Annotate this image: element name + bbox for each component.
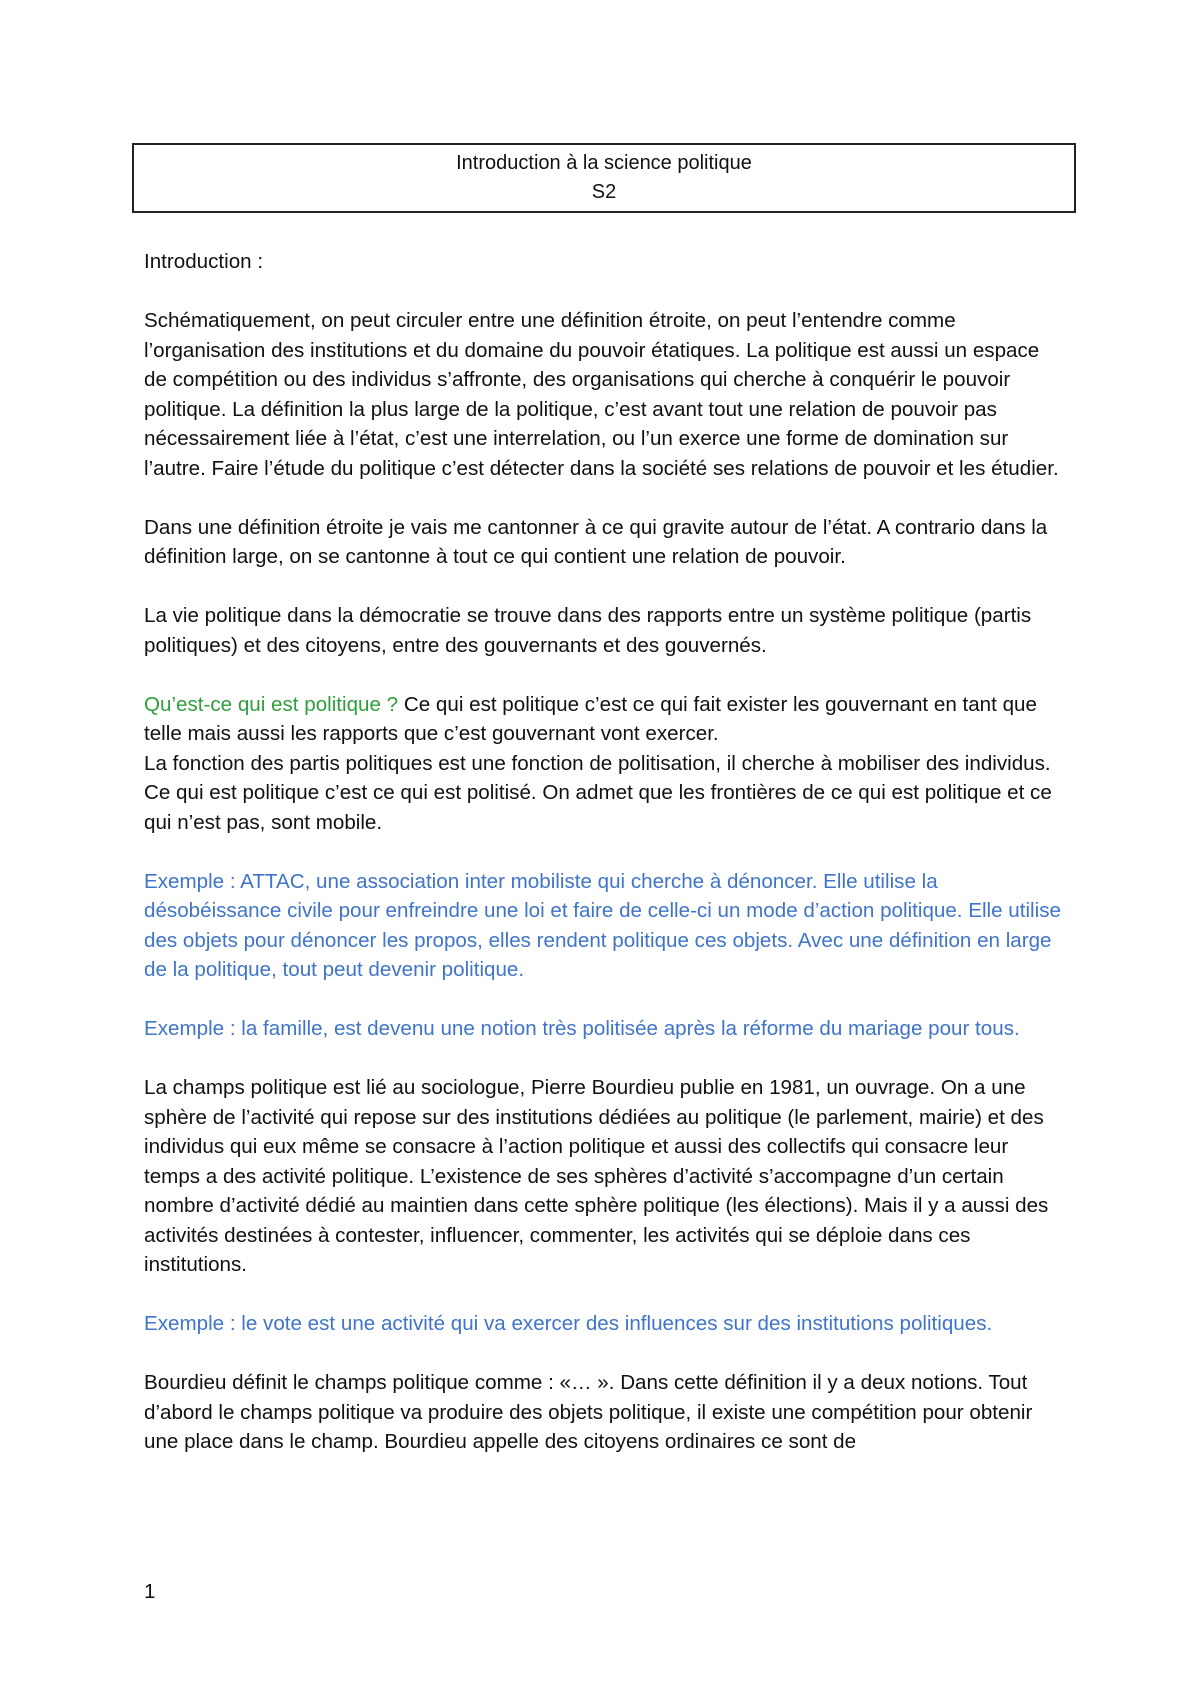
page-number: 1 — [144, 1580, 156, 1603]
intro-heading: Introduction : — [144, 250, 264, 273]
example-2: Exemple : la famille, est devenu une notion très politisée après la réforme du mariage pour tous. — [144, 1017, 1020, 1040]
paragraph-2: Dans une définition étroite je vais me cantonner à ce qui gravite autour de l’état. A contrario dans la définition large, on se cantonne à tout ce qui contient une relation de pouvoir. — [144, 515, 1048, 568]
document-body — [144, 247, 1064, 1457]
question-text: Ce qui est politique c’est ce qui fait exister les gouvernant en tant que telle mais aussi les rapports que c’est gouvernant vont exercer. — [144, 692, 1037, 745]
example-3: Exemple : le vote est une activité qui va exercer des influences sur des institutions politiques. — [144, 1312, 993, 1335]
paragraph-4: La fonction des partis politiques est une fonction de politisation, il cherche à mobiliser des individus. Ce qui est politique c’est ce qui est politisé. On admet que les frontières de ce qui est politique et ce qui n’est pas, sont mobile. — [144, 751, 1052, 834]
title-box — [132, 143, 1076, 213]
paragraph-6: Bourdieu définit le champs politique comme : «… ». Dans cette définition il y a deux notions. Tout d’abord le champs politique va produire des objets politique, il existe une compétition pour obtenir une place dans le champ. Bourdieu appelle des citoyens ordinaires ce sont de — [144, 1371, 1033, 1453]
paragraph-3: La vie politique dans la démocratie se trouve dans des rapports entre un système politique (partis politiques) et des citoyens, entre des gouvernants et des gouvernés. — [144, 604, 1032, 657]
document-title: Introduction à la science politique — [456, 152, 752, 174]
question-paragraph — [144, 690, 1064, 749]
paragraph-5: La champs politique est lié au sociologue, Pierre Bourdieu publie en 1981, un ouvrage. On a une sphère de l’activité qui repose sur des institutions dédiées au politique (le parlement, mairie) et des individus qui eux même se consacre à l’action politique et aussi des collectifs qui consacre leur temps a des activité politique. L’existence de ses sphères d’activité s’accompagne d’un certain nombre d’activité dédié au maintien dans cette sphère politique (les élections). Mais il y a aussi des activités destinées à contester, influencer, commenter, les activités qui se déploie dans ces institutions. — [144, 1076, 1049, 1276]
example-1: Exemple : ATTAC, une association inter mobiliste qui cherche à dénoncer. Elle utilise la désobéissance civile pour enfreindre une loi et faire de celle-ci un mode d’action politique. Elle utilise des objets pour dénoncer les propos, elles rendent politique ces objets. Avec une définition en large de la politique, tout peut devenir politique. — [144, 869, 1061, 981]
paragraph-1: Schématiquement, on peut circuler entre une définition étroite, on peut l’entendre comme l’organisation des institutions et du domaine du pouvoir étatiques. La politique est aussi un espace de compétition ou des individus s’affronte, des organisations qui cherche à conquérir le pouvoir politique. La définition la plus large de la politique, c’est avant tout une relation de pouvoir pas nécessairement liée à l’état, c’est une interrelation, ou l’un exerce une forme de domination sur l’autre. Faire l’étude du politique c’est détecter dans la société ses relations de pouvoir et les étudier. — [144, 309, 1059, 480]
question-heading: Qu’est-ce qui est politique ? — [144, 692, 399, 716]
document-subtitle: S2 — [591, 181, 617, 203]
